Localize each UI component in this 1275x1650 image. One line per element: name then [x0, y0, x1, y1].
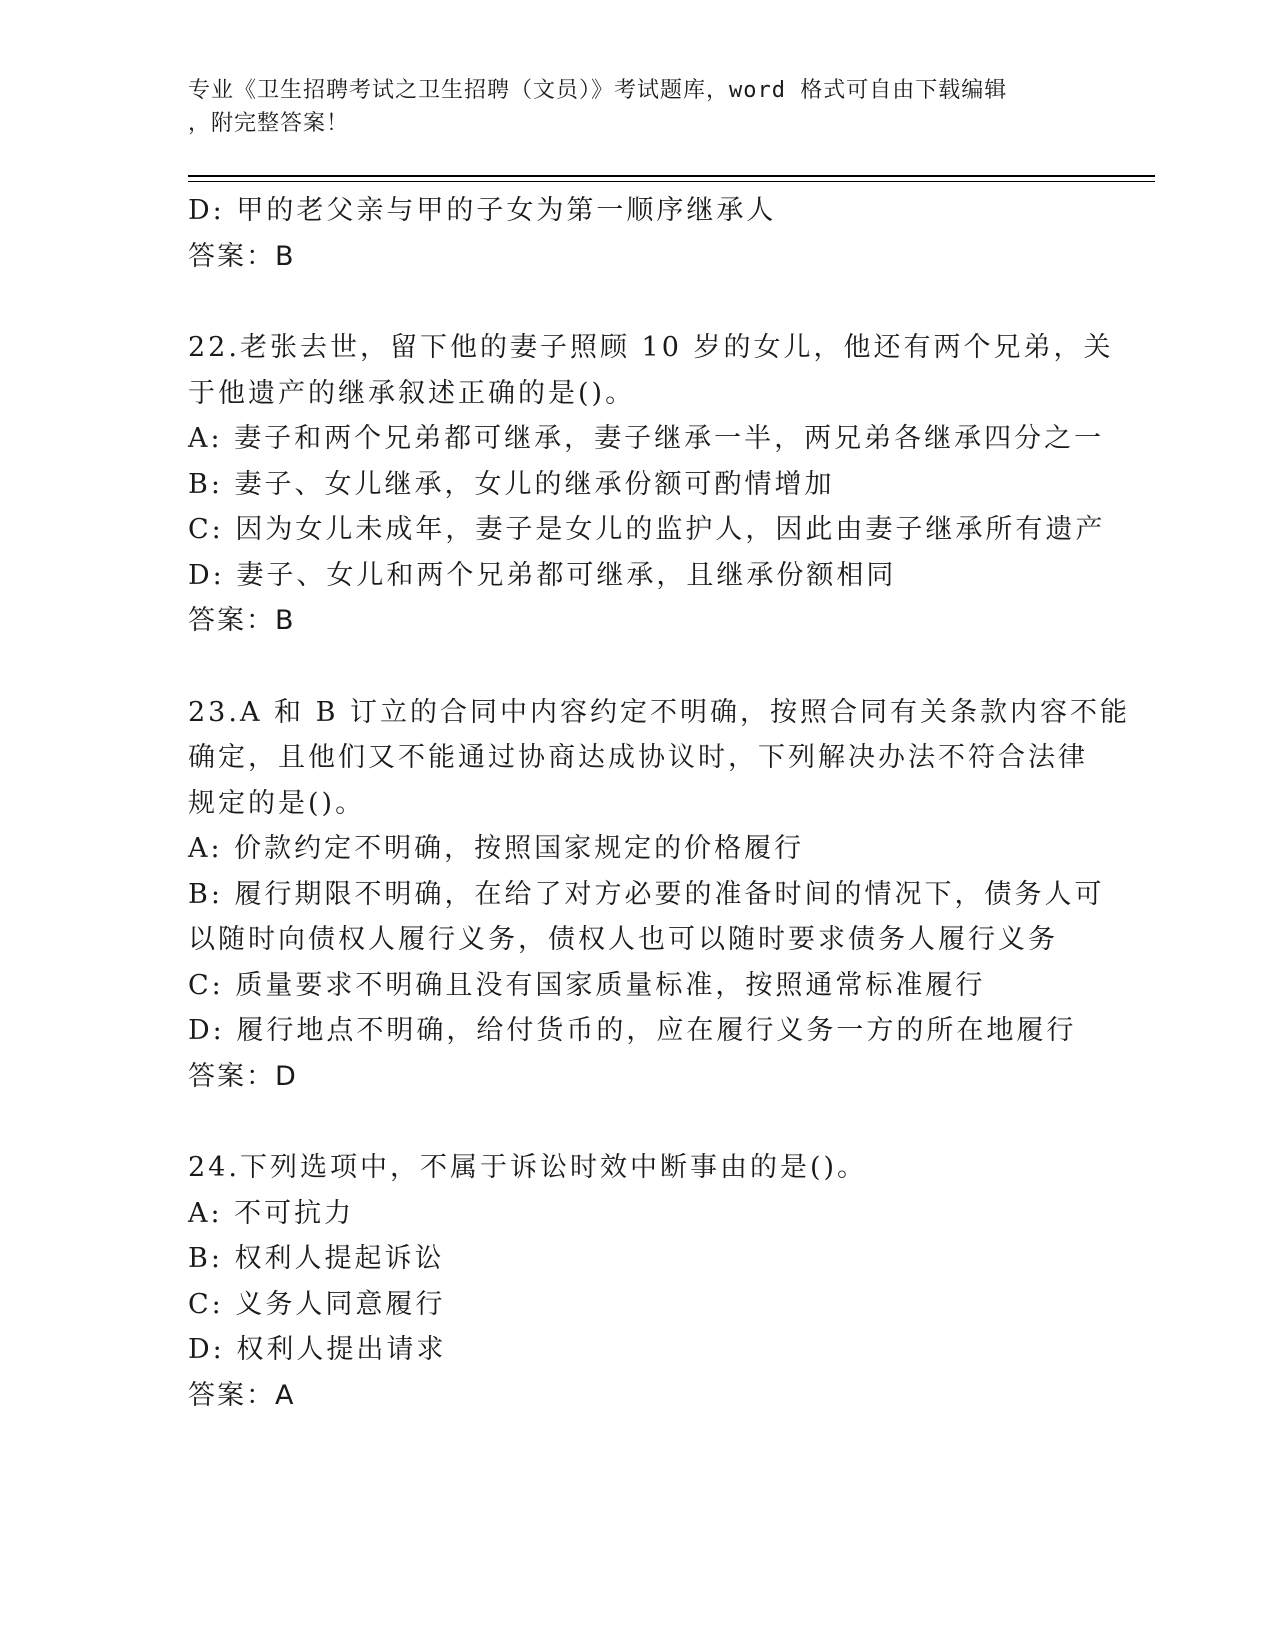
header-divider-thick: [188, 175, 1155, 177]
option-d: D: 妻子、女儿和两个兄弟都可继承，且继承份额相同: [188, 559, 897, 591]
question-stem: 23.A 和 B 订立的合同中内容约定不明确，按照合同有关条款内容不能: [188, 696, 1131, 728]
option-b: B: 履行期限不明确，在给了对方必要的准备时间的情况下，债务人可: [188, 878, 1105, 910]
question-content: [188, 188, 1131, 1418]
option-b: B: 妻子、女儿继承，女儿的继承份额可酌情增加: [188, 468, 835, 500]
question-stem: 22.老张去世，留下他的妻子照顾 10 岁的女儿，他还有两个兄弟，关: [188, 332, 1114, 363]
answer: 答案：B: [188, 605, 296, 636]
spacer: [188, 644, 1088, 690]
option-b: B: 权利人提起诉讼: [188, 1243, 445, 1274]
question-stem: 24.下列选项中，不属于诉讼时效中断事由的是()。: [188, 1152, 868, 1183]
question-24: [188, 1145, 1088, 1418]
option-c: C: 因为女儿未成年，妻子是女儿的监护人，因此由妻子继承所有遗产: [188, 514, 1106, 545]
spacer: [188, 279, 1088, 325]
spacer: [188, 1099, 1088, 1145]
question-23: [188, 690, 1131, 1100]
question-stem: 规定的是()。: [188, 787, 366, 819]
answer: 答案：D: [188, 1060, 298, 1092]
prev-answer: 答案：B: [188, 240, 296, 272]
option-a: A: 妻子和两个兄弟都可继承，妻子继承一半，两兄弟各继承四分之一: [188, 423, 1105, 454]
document-header: 专业《卫生招聘考试之卫生招聘（文员）》考试题库，word 格式可自由下载编辑 ，附完整答案！: [188, 78, 1008, 136]
question-stem: 于他遗产的继承叙述正确的是()。: [188, 377, 636, 409]
option-b-continued: 以随时向债权人履行义务，债权人也可以随时要求债务人履行义务: [188, 924, 1058, 955]
option-d: D: 权利人提出请求: [188, 1334, 447, 1365]
question-stem: 确定，且他们又不能通过协商达成协议时，下列解决办法不符合法律: [188, 742, 1088, 773]
option-c: C: 质量要求不明确且没有国家质量标准，按照通常标准履行: [188, 969, 986, 1001]
question-22: [188, 325, 1114, 644]
option-d: D: 履行地点不明确，给付货币的，应在履行义务一方的所在地履行: [188, 1015, 1077, 1046]
option-a: A: 价款约定不明确，按照国家规定的价格履行: [188, 833, 805, 864]
answer: 答案：A: [188, 1379, 296, 1411]
prev-option-d: D: 甲的老父亲与甲的子女为第一顺序继承人: [188, 195, 777, 226]
header-divider-thin: [188, 181, 1155, 182]
option-c: C: 义务人同意履行: [188, 1288, 446, 1320]
option-a: A: 不可抗力: [188, 1197, 355, 1229]
